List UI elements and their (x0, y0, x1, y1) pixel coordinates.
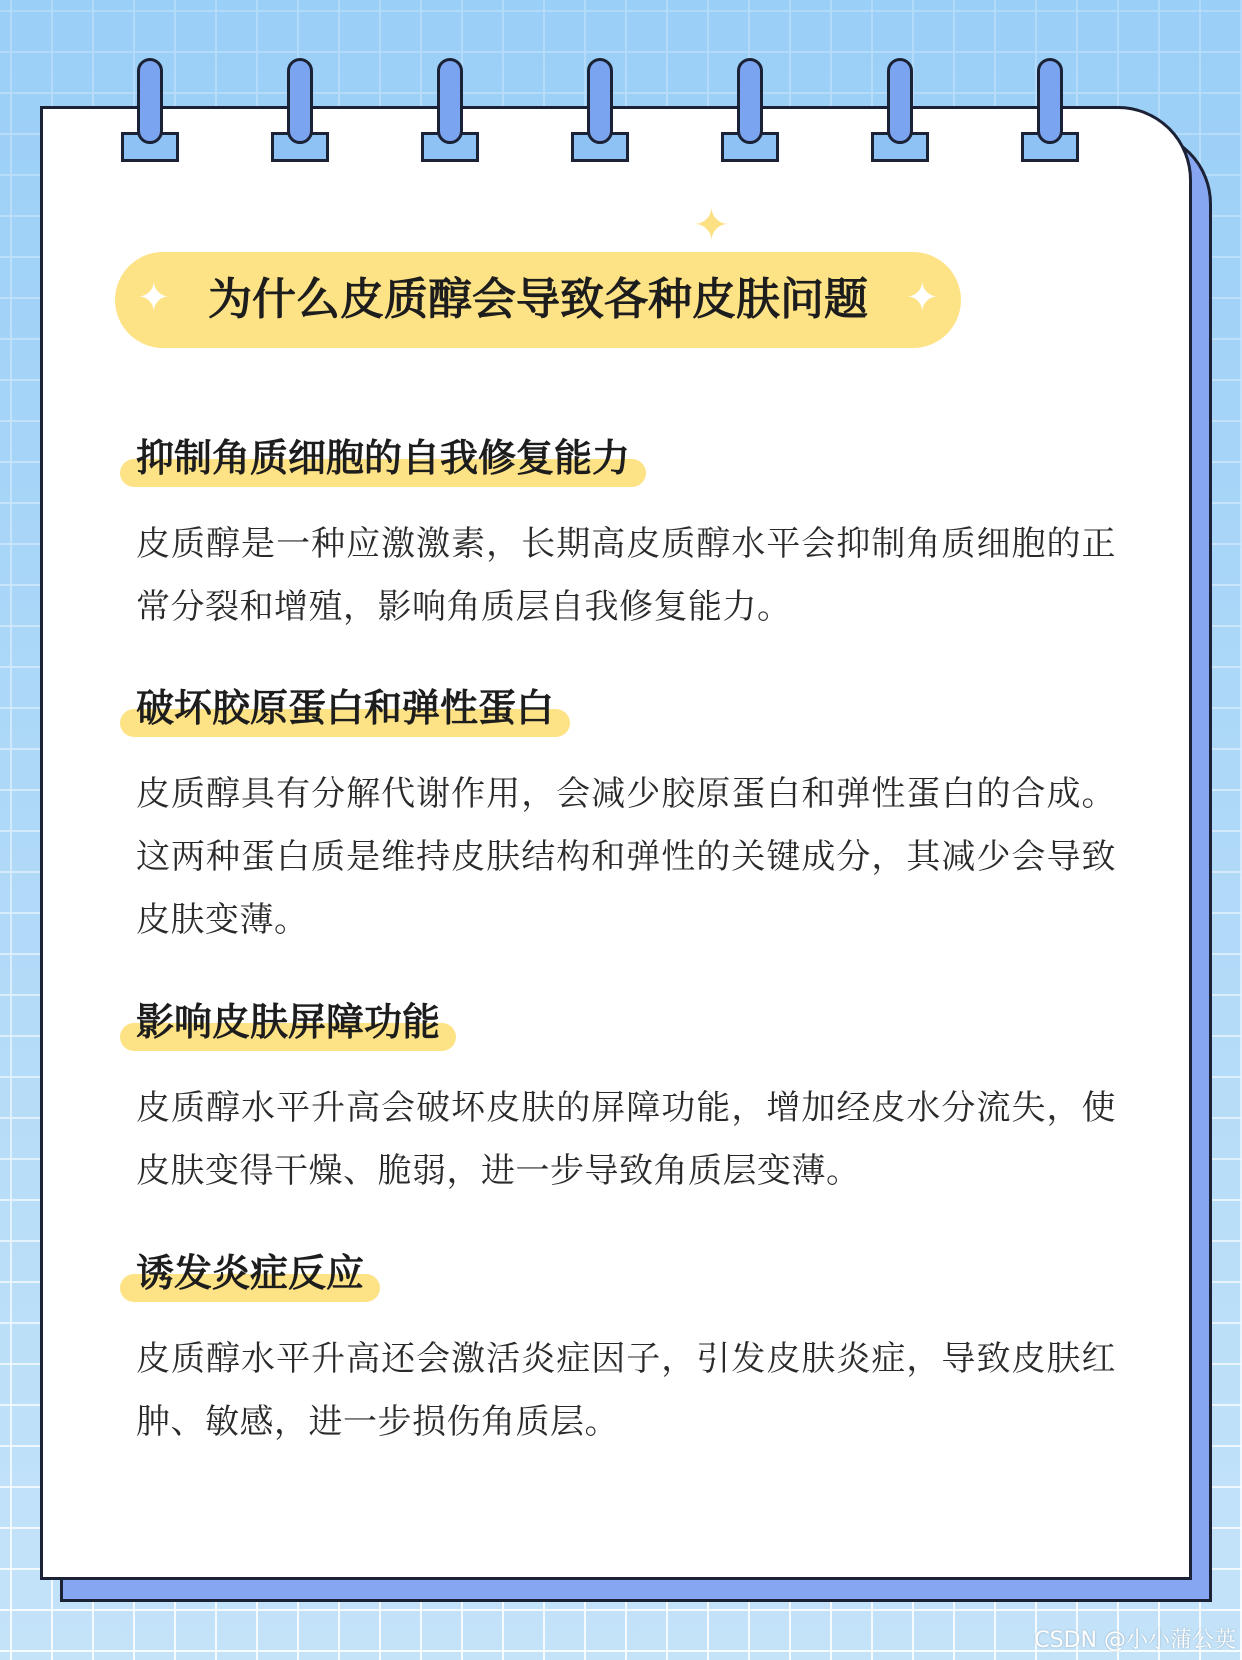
section-keratinocyte-repair (120, 425, 1120, 639)
section-body: 皮质醇是一种应激激素，长期高皮质醇水平会抑制角质细胞的正常分裂和增殖，影响角质层自我修复能力。 (136, 524, 1116, 627)
watermark: CSDN @小小蒲公英 (1034, 1628, 1236, 1653)
section-heading (120, 425, 646, 495)
sparkle-icon: ✦ (137, 275, 171, 321)
section-body: 皮质醇水平升高还会激活炎症因子，引发皮肤炎症，导致皮肤红肿、敏感，进一步损伤角质层。 (136, 1339, 1116, 1442)
notebook-ring-icon (1019, 58, 1081, 162)
section-heading-text: 诱发炎症反应 (136, 1251, 365, 1295)
section-heading (120, 675, 570, 745)
sparkle-icon: ✦ (693, 200, 730, 251)
notebook-ring-icon (419, 58, 481, 162)
section-heading-text: 影响皮肤屏障功能 (136, 1000, 441, 1044)
section-inflammation (120, 1240, 1120, 1454)
title-banner (115, 252, 961, 348)
section-body: 皮质醇水平升高会破坏皮肤的屏障功能，增加经皮水分流失，使皮肤变得干燥、脆弱，进一步导致角质层变薄。 (136, 1088, 1116, 1191)
section-heading (120, 989, 456, 1059)
notebook-ring-icon (569, 58, 631, 162)
section-heading-text: 抑制角质细胞的自我修复能力 (136, 436, 631, 480)
sparkle-icon: ✦ (905, 275, 939, 321)
section-heading-text: 破坏胶原蛋白和弹性蛋白 (136, 686, 555, 730)
section-body: 皮质醇具有分解代谢作用，会减少胶原蛋白和弹性蛋白的合成。这两种蛋白质是维持皮肤结构和弹性的关键成分，其减少会导致皮肤变薄。 (136, 774, 1116, 940)
section-heading (120, 1240, 380, 1310)
section-skin-barrier (120, 989, 1120, 1203)
page-title: 为什么皮质醇会导致各种皮肤问题 (208, 274, 868, 325)
notebook-ring-icon (119, 58, 181, 162)
notebook-ring-icon (269, 58, 331, 162)
notebook-ring-icon (719, 58, 781, 162)
notebook-ring-icon (869, 58, 931, 162)
section-collagen-elastin (120, 675, 1120, 952)
